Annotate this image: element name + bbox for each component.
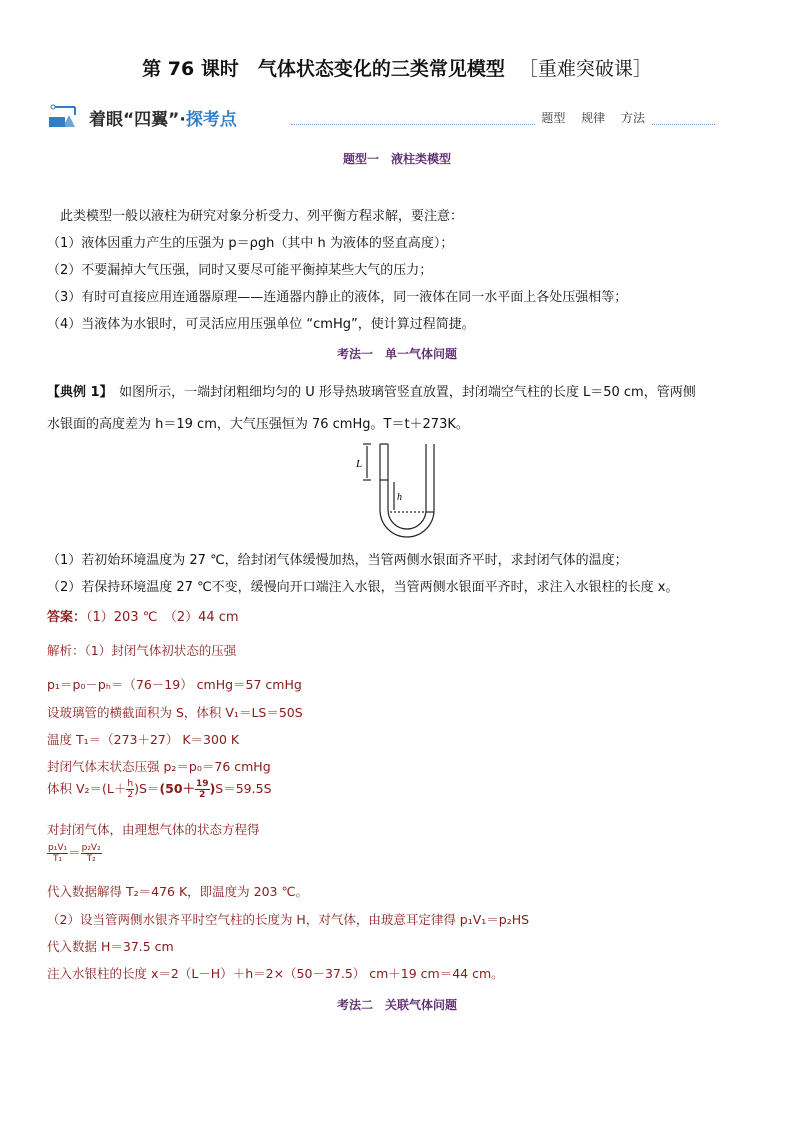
intro-item-1: （1）液体因重力产生的压强为 p＝ρgh（其中 h 为液体的竖直高度）；: [47, 236, 454, 251]
banner-links: 题型 规律 方法: [535, 109, 651, 126]
label-h: h: [397, 492, 402, 503]
fraction-p2v2-over-t2: $\frac{\text{p₂V₂}}{\text{T₂}}$: [81, 843, 101, 864]
page-title: [0, 54, 794, 81]
intro-item-2: （2）不要漏掉大气压强，同时又要尽可能平衡掉某些大气的压力；: [47, 263, 433, 278]
solution-line-3: 温度 T₁＝（273＋27） K＝300 K: [47, 732, 240, 747]
question-2: （2）若保持环境温度 27 ℃不变，缓慢向开口端注入水银，当管两侧水银面平齐时，求注入水银柱的长度 x。: [47, 580, 679, 595]
solution-line-11: 注入水银柱的长度 x＝2（L－H）＋h＝2×（50－37.5） cm＋19 cm＝44 cm。: [47, 966, 504, 981]
solution-line-1: p₁＝p₀－pₕ＝（76－19） cmHg＝57 cmHg: [47, 677, 302, 692]
intro-item-4: （4）当液体为水银时，可灵活应用压强单位 “cmHg”，使计算过程简捷。: [47, 317, 475, 332]
method-heading-1: 考法一 单一气体问题: [336, 347, 457, 361]
solution-line-9: （2）设当管两侧水银齐平时空气柱的长度为 H，对气体，由玻意耳定律得 p₁V₁＝p₂HS: [47, 912, 530, 927]
fraction-p1v1-over-t1: $\frac{\text{p₁V₁}}{\text{T₁}}$: [48, 843, 68, 864]
example-line-1: 【典例 1】 如图所示，一端封闭粗细均匀的 U 形导热玻璃管竖直放置，封闭端空气柱的长度 L＝50 cm，管两侧: [47, 385, 696, 400]
solution-line-5: 体积 V₂＝(L＋ $\frac{h}{2}$ )S＝(50＋ $\frac{19}{2}$ )S＝59.5S: [47, 779, 272, 800]
fraction-19-over-2: $\frac{19}{2}$: [196, 779, 209, 800]
solution-line-0: 解析：（1）封闭气体初状态的压强: [47, 643, 237, 658]
solution-line-6: 对封闭气体，由理想气体的状态方程得: [47, 822, 260, 837]
solution-line-7: $\frac{\text{p₁V₁}}{\text{T₁}}$ ＝ $\frac{\text{p₂V₂}}{\text{T₂}}$: [48, 843, 101, 864]
question-1: （1）若初始环境温度为 27 ℃，给封闭气体缓慢加热，当管两侧水银面齐平时，求封闭气体的温度；: [47, 553, 628, 568]
lesson-title: 第 76 课时 气体状态变化的三类常见模型: [142, 58, 505, 80]
intro-item-3: （3）有时可直接应用连通器原理——连通器内静止的液体，同一液体在同一水平面上各处压强相等；: [47, 290, 628, 305]
lesson-tag: ［重难突破课］: [518, 58, 652, 80]
example-line-2: 水银面的高度差为 h＝19 cm，大气压强恒为 76 cmHg。T＝t＋273K。: [47, 417, 469, 432]
intro-lead: 此类模型一般以液柱为研究对象分析受力、列平衡方程求解，要注意：: [60, 209, 464, 224]
section-banner: [45, 103, 715, 131]
solution-line-10: 代入数据 H＝37.5 cm: [47, 939, 174, 954]
method-heading-2: 考法二 关联气体问题: [336, 998, 457, 1012]
fraction-h-over-2: $\frac{h}{2}$: [127, 779, 134, 800]
solution-line-8: 代入数据解得 T₂＝476 K，即温度为 203 ℃。: [47, 884, 308, 899]
banner-logo-icon: [45, 103, 87, 131]
solution-line-4: 封闭气体末状态压强 p₂＝p₀＝76 cmHg: [47, 759, 271, 774]
solution-line-2: 设玻璃管的横截面积为 S，体积 V₁＝LS＝50S: [47, 705, 303, 720]
section-heading-1: 题型一 液柱类模型: [342, 152, 451, 166]
answer-line: 答案：（1）203 ℃ （2）44 cm: [47, 610, 239, 625]
label-L: L: [356, 458, 363, 470]
u-tube-figure: [350, 440, 446, 540]
banner-rule: [291, 124, 715, 125]
banner-title: 着眼“四翼”·探考点: [89, 110, 237, 130]
